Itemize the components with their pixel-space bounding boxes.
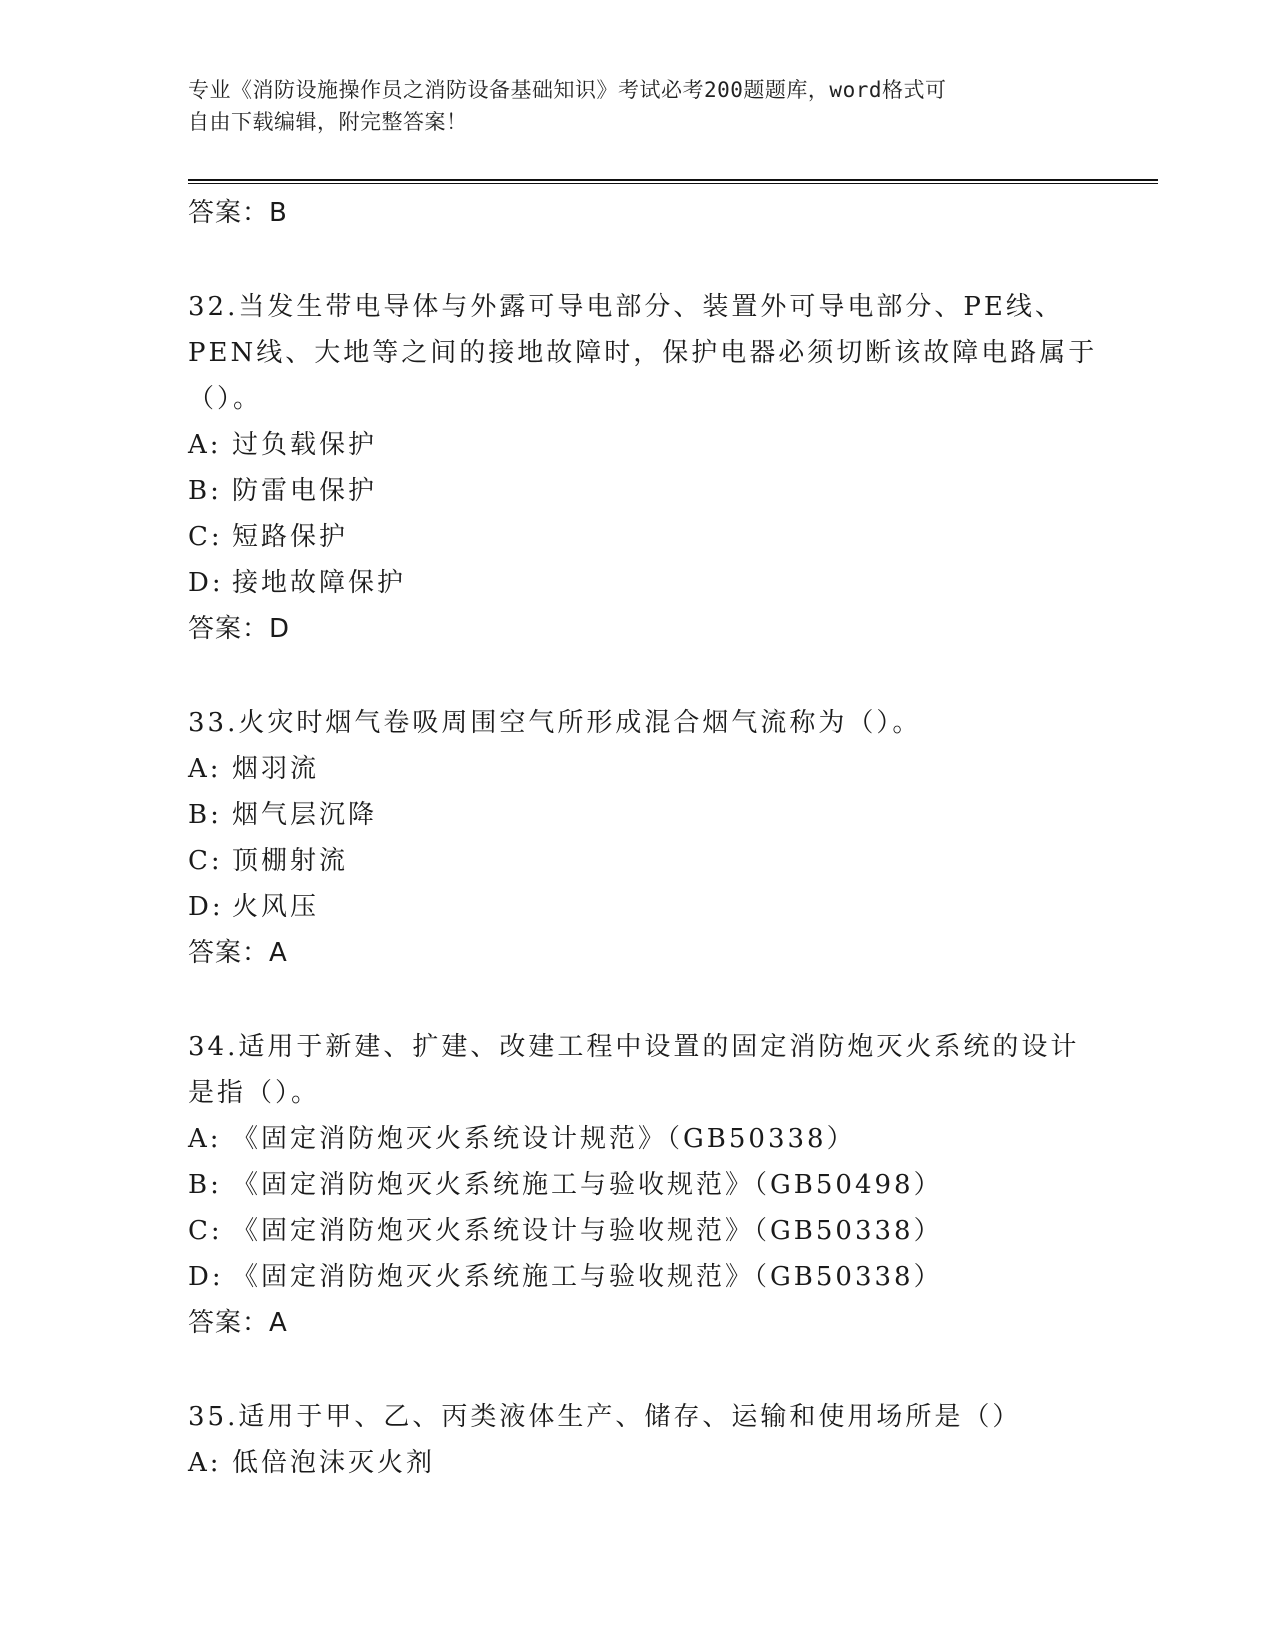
option-item [188, 1116, 1088, 1162]
option-key: A: [188, 430, 222, 460]
option-text: 《固定消防炮灭火系统设计与验收规范》（GB50338） [232, 1216, 943, 1246]
question-text: 32.当发生带电导体与外露可导电部分、装置外可导电部分、PE线、 [188, 292, 1064, 322]
option-text: 接地故障保护 [232, 568, 407, 598]
answer-value: D [269, 614, 291, 644]
answer-label: 答案： [188, 198, 270, 228]
option-text: 《固定消防炮灭火系统施工与验收规范》（GB50498） [232, 1170, 943, 1200]
answer-value: B [269, 198, 288, 228]
answer-value: A [269, 938, 288, 968]
option-text: 火风压 [232, 892, 320, 922]
option-key: B: [188, 800, 222, 830]
answer-label: 答案： [188, 1308, 270, 1338]
option-text: 烟气层沉降 [232, 800, 378, 830]
question-block [188, 700, 1088, 976]
option-item [188, 884, 1088, 930]
question-block [188, 284, 1098, 652]
answer-line [188, 930, 1088, 976]
question-text: 35.适用于甲、乙、丙类液体生产、储存、运输和使用场所是（） [188, 1402, 1022, 1432]
option-key: C: [188, 522, 223, 552]
question-text: 33.火灾时烟气卷吸周围空气所形成混合烟气流称为（）。 [188, 708, 922, 738]
option-key: A: [188, 1124, 222, 1154]
option-key: C: [188, 846, 223, 876]
answer-value: A [269, 1308, 288, 1338]
option-item [188, 468, 1088, 514]
header-rule-thick [188, 179, 1158, 181]
answer-label: 答案： [188, 938, 270, 968]
option-key: B: [188, 1170, 222, 1200]
question-block [188, 1024, 1088, 1346]
question-text: 34.适用于新建、扩建、改建工程中设置的固定消防炮灭火系统的设计 [188, 1032, 1080, 1062]
option-text: 防雷电保护 [232, 476, 378, 506]
option-item [188, 1440, 1088, 1486]
answer-label: 答案： [188, 614, 270, 644]
option-text: 过负载保护 [232, 430, 378, 460]
header-line-1: 专业《消防设施操作员之消防设备基础知识》考试必考200题题库，word格式可 [188, 78, 947, 102]
option-item [188, 560, 1088, 606]
option-item [188, 514, 1088, 560]
option-item [188, 1208, 1088, 1254]
header-line-2: 自由下载编辑，附完整答案！ [188, 110, 468, 134]
option-key: A: [188, 754, 222, 784]
question-list [188, 190, 1098, 1534]
option-text: 《固定消防炮灭火系统设计规范》（GB50338） [232, 1124, 856, 1154]
option-text: 短路保护 [232, 522, 349, 552]
option-item [188, 746, 1088, 792]
option-key: D: [188, 1262, 224, 1292]
option-key: D: [188, 568, 224, 598]
page-header [188, 74, 1068, 138]
option-item [188, 792, 1088, 838]
question-text: 是指（）。 [188, 1078, 321, 1108]
option-text: 烟羽流 [232, 754, 320, 784]
question-text: PEN线、大地等之间的接地故障时，保护电器必须切断该故障电路属于 [188, 338, 1098, 368]
option-key: C: [188, 1216, 223, 1246]
option-item [188, 838, 1088, 884]
option-text: 低倍泡沫灭火剂 [232, 1448, 436, 1478]
question-text: （）。 [188, 384, 263, 414]
option-item [188, 422, 1088, 468]
option-text: 顶棚射流 [232, 846, 349, 876]
option-item [188, 1254, 1088, 1300]
header-rule-thin [188, 183, 1158, 184]
option-key: B: [188, 476, 222, 506]
question-block [188, 1394, 1088, 1486]
answer-line [188, 606, 1088, 652]
option-key: A: [188, 1448, 222, 1478]
answer-line [188, 190, 1088, 236]
answer-line [188, 1300, 1088, 1346]
option-item [188, 1162, 1088, 1208]
option-text: 《固定消防炮灭火系统施工与验收规范》（GB50338） [232, 1262, 943, 1292]
option-key: D: [188, 892, 224, 922]
